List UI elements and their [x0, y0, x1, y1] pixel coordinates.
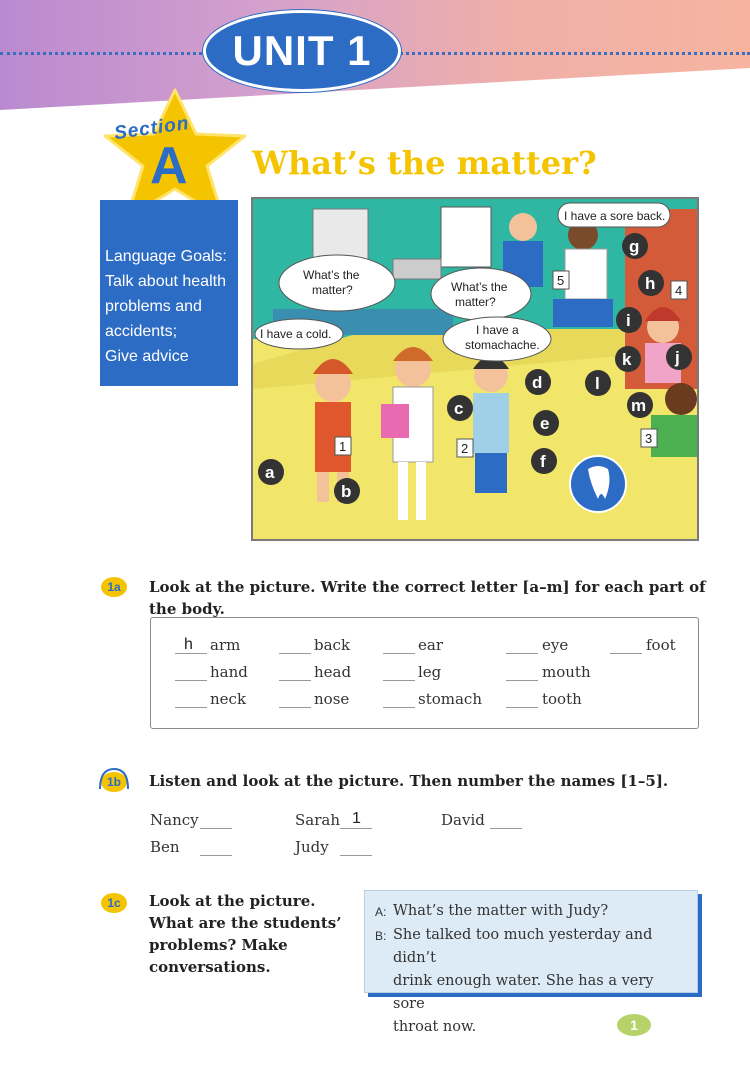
goal-line: Talk about health [105, 273, 226, 290]
word-item: mouth [542, 663, 591, 681]
svg-text:1: 1 [339, 439, 347, 454]
svg-text:2: 2 [461, 441, 469, 456]
answer-blank[interactable] [200, 815, 232, 829]
word-item: nose [314, 690, 350, 708]
eye-chart [441, 207, 491, 267]
conversation-box [364, 890, 698, 1035]
goal-line: problems and [105, 298, 202, 315]
letter-circle-k [615, 346, 641, 372]
line-b-part: She talked too much yesterday and didn’t [393, 927, 653, 966]
speaker-b: B: [375, 929, 387, 943]
answer-blank[interactable] [175, 667, 207, 681]
number-label [335, 437, 351, 455]
number-label [457, 439, 473, 457]
section-label: Section [112, 112, 191, 145]
header-dotted-line-left [0, 52, 215, 55]
answer-blank[interactable] [506, 694, 538, 708]
bubble-text: matter? [312, 283, 353, 297]
page-number: 1 [617, 1014, 651, 1036]
letter-circle-b [334, 478, 360, 504]
word-item: ear [418, 636, 443, 654]
svg-text:l: l [595, 374, 600, 393]
svg-text:3: 3 [645, 431, 653, 446]
word-item: arm [210, 636, 241, 654]
bubble-text: I have a [476, 323, 519, 337]
letter-circle-g [622, 233, 648, 259]
instruction-line: What are the students’ [149, 914, 342, 932]
section-letter: A [150, 137, 188, 195]
number-label [553, 271, 569, 289]
answer-blank[interactable] [279, 694, 311, 708]
bubble-text: matter? [455, 295, 496, 309]
svg-text:f: f [540, 452, 546, 471]
bubble-text: I have a cold. [260, 327, 332, 341]
number-label [671, 281, 687, 299]
letter-circle-f [531, 448, 557, 474]
name-david: David [441, 811, 485, 829]
speech-bubble-whats-the-matter-2 [431, 268, 531, 320]
word-item: head [314, 663, 352, 681]
activity-1c-instruction [149, 890, 349, 978]
name-ben: Ben [150, 838, 180, 856]
letter-circle-c [447, 395, 473, 421]
letter-circle-l [585, 370, 611, 396]
instruction-line: problems? Make [149, 936, 288, 954]
speaker-a: A: [375, 905, 387, 919]
instruction-line: Look at the picture. [149, 892, 316, 910]
answer-blank[interactable] [506, 667, 538, 681]
activity-1b-instruction: Listen and look at the picture. Then number the names [1–5]. [149, 772, 669, 790]
unit-oval [203, 10, 401, 92]
answer-blank[interactable] [506, 640, 538, 654]
activity-badge-1a: 1a [101, 577, 127, 597]
boy-ben [473, 356, 509, 493]
answer-blank[interactable] [490, 815, 522, 829]
name-judy: Judy [295, 838, 329, 856]
word-item: eye [542, 636, 569, 654]
svg-text:m: m [631, 396, 647, 415]
svg-text:k: k [622, 350, 632, 369]
line-b-part: throat now. [393, 1019, 477, 1035]
word-item: foot [646, 636, 676, 654]
sink [393, 259, 441, 279]
word-item: hand [210, 663, 248, 681]
svg-text:g: g [629, 237, 640, 256]
word-item: back [314, 636, 351, 654]
svg-text:e: e [540, 414, 550, 433]
page-title: What’s the matter? [252, 144, 597, 182]
answer-blank[interactable] [383, 694, 415, 708]
instruction-line: conversations. [149, 958, 271, 976]
letter-circle-h [638, 270, 664, 296]
svg-text:i: i [626, 311, 631, 330]
bubble-text: stomachache. [465, 338, 540, 352]
name-sarah: Sarah [295, 811, 340, 829]
answer-blank[interactable] [175, 694, 207, 708]
line-a-text: What’s the matter with Judy? [393, 903, 609, 919]
letter-circle-m [627, 392, 653, 418]
answer-blank[interactable] [200, 842, 232, 856]
answer-blank[interactable] [383, 640, 415, 654]
svg-text:b: b [341, 482, 352, 501]
word-item: leg [418, 663, 442, 681]
svg-text:4: 4 [675, 283, 683, 298]
word-item: stomach [418, 690, 482, 708]
bubble-text: I have a sore back. [564, 209, 666, 223]
bubble-text: What’s the [303, 268, 360, 282]
unit-title: UNIT 1 [232, 27, 372, 74]
goal-line: Give advice [105, 348, 189, 365]
answer-blank[interactable] [610, 640, 642, 654]
bubble-text: What’s the [451, 280, 508, 294]
speech-bubble-stomachache [443, 317, 551, 361]
speech-bubble-cold [255, 319, 343, 349]
answer-example: h [184, 636, 193, 653]
conversation-line-a [375, 900, 687, 924]
svg-text:j: j [675, 348, 680, 367]
svg-text:d: d [532, 373, 543, 392]
answer-sarah: 1 [352, 810, 361, 827]
goal-line: accidents; [105, 323, 178, 340]
answer-blank[interactable] [279, 667, 311, 681]
language-goals-box [100, 200, 238, 386]
activity-badge-1b: 1b [101, 772, 127, 792]
letter-circle-e [533, 410, 559, 436]
answer-blank[interactable] [383, 667, 415, 681]
letter-circle-j [666, 344, 692, 370]
letter-circle-i [616, 307, 642, 333]
letter-circle-a [258, 459, 284, 485]
answer-blank[interactable] [279, 640, 311, 654]
svg-text:a: a [265, 463, 275, 482]
header-dotted-line-right [395, 52, 750, 55]
speech-bubble-whats-the-matter-1 [279, 255, 395, 311]
activity-badge-1c: 1c [101, 893, 127, 913]
speech-bubble-sore-back [558, 203, 670, 227]
headphones-icon [96, 767, 132, 797]
activity-1a-instruction: Look at the picture. Write the correct letter [a–m] for each part of the body. [149, 578, 706, 618]
answer-blank[interactable] [340, 842, 372, 856]
word-item: tooth [542, 690, 582, 708]
svg-text:c: c [454, 399, 464, 418]
name-nancy: Nancy [150, 811, 199, 829]
goals-title: Language Goals: [105, 248, 227, 265]
svg-text:h: h [645, 274, 656, 293]
line-b-part: drink enough water. She has a very sore [393, 973, 654, 1012]
word-item: neck [210, 690, 247, 708]
number-label [641, 429, 657, 447]
svg-text:5: 5 [557, 273, 565, 288]
clinic-illustration [251, 197, 699, 541]
letter-circle-d [525, 369, 551, 395]
